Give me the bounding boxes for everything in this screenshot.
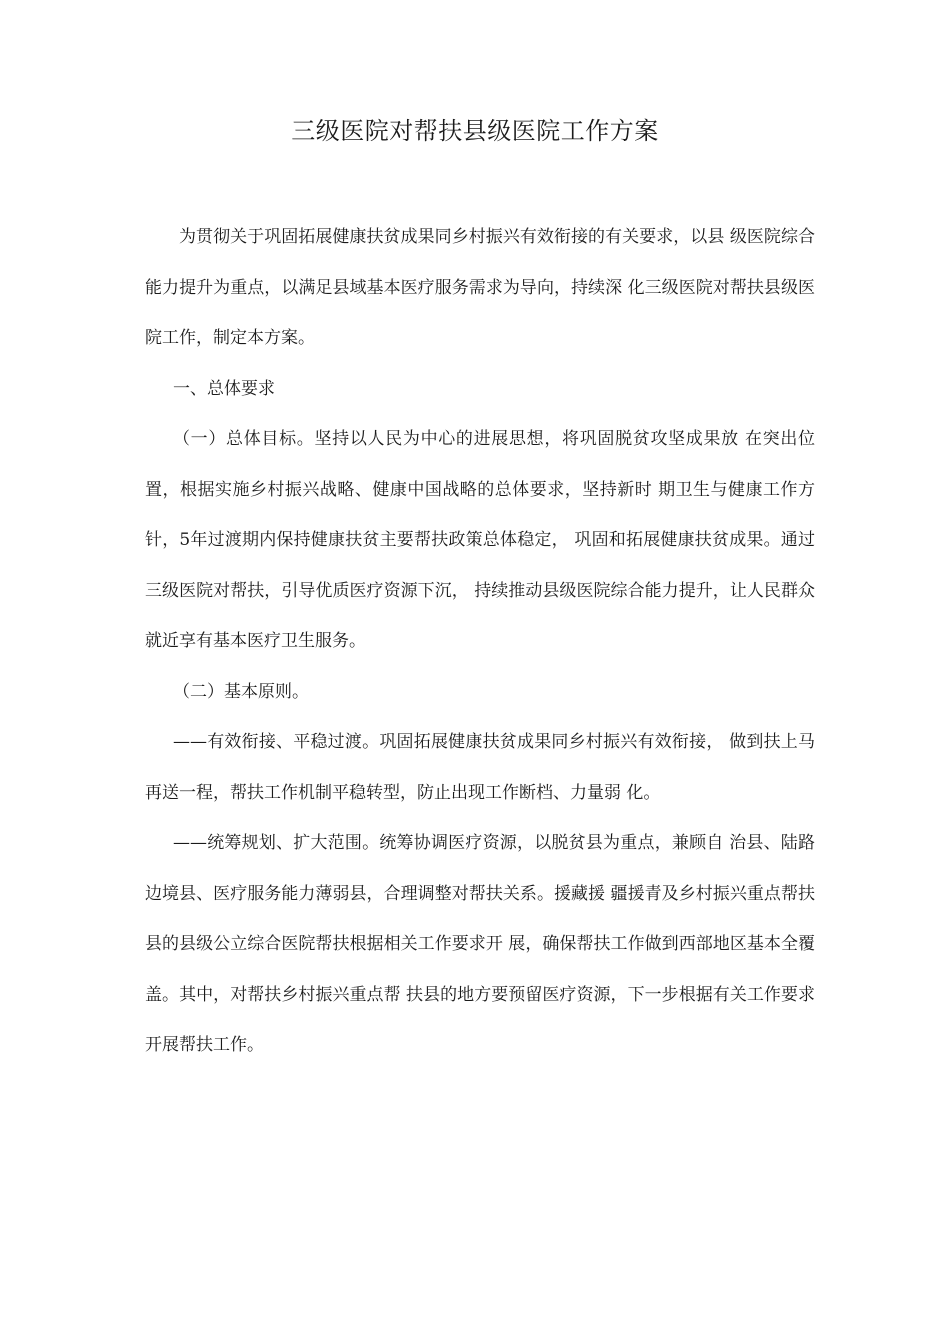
paragraph-intro: 为贯彻关于巩固拓展健康扶贫成果同乡村振兴有效衔接的有关要求，以县 级医院综合能力提升为重点，以满足县域基本医疗服务需求为导向，持续深 化三级医院对帮扶县级医院工作，制定本方案。 bbox=[145, 227, 815, 348]
subsection-heading-basic-principles: （二）基本原则。 bbox=[173, 681, 309, 702]
document-title: 三级医院对帮扶县级医院工作方案 bbox=[291, 117, 659, 145]
paragraph-principle-overall-planning: ——统筹规划、扩大范围。统筹协调医疗资源，以脱贫县为重点，兼顾自 治县、陆路边境县、医疗服务能力薄弱县，合理调整对帮扶关系。援藏援 疆援青及乡村振兴重点帮扶县的县级公立综合医院帮扶根据相关工作要求开 展，确保帮扶工作做到西部地区基本全覆盖。其中，对帮扶乡村振兴重点帮 扶县的地方要预留医疗资源，下一步根据有关工作要求开展帮扶工作。 bbox=[145, 833, 815, 1055]
document-body bbox=[145, 212, 815, 1071]
paragraph-overall-goal: （一）总体目标。坚持以人民为中心的进展思想，将巩固脱贫攻坚成果放 在突出位置，根据实施乡村振兴战略、健康中国战略的总体要求，坚持新时 期卫生与健康工作方针，5年过渡期内保持健康扶贫主要帮扶政策总体稳定， 巩固和拓展健康扶贫成果。通过三级医院对帮扶，引导优质医疗资源下沉， 持续推动县级医院综合能力提升，让人民群众就近享有基本医疗卫生服务。 bbox=[145, 429, 815, 651]
paragraph-principle-effective-connection: ——有效衔接、平稳过渡。巩固拓展健康扶贫成果同乡村振兴有效衔接， 做到扶上马再送一程，帮扶工作机制平稳转型，防止出现工作断档、力量弱 化。 bbox=[145, 732, 815, 803]
section-heading-overall-requirements: 一、总体要求 bbox=[173, 378, 275, 399]
